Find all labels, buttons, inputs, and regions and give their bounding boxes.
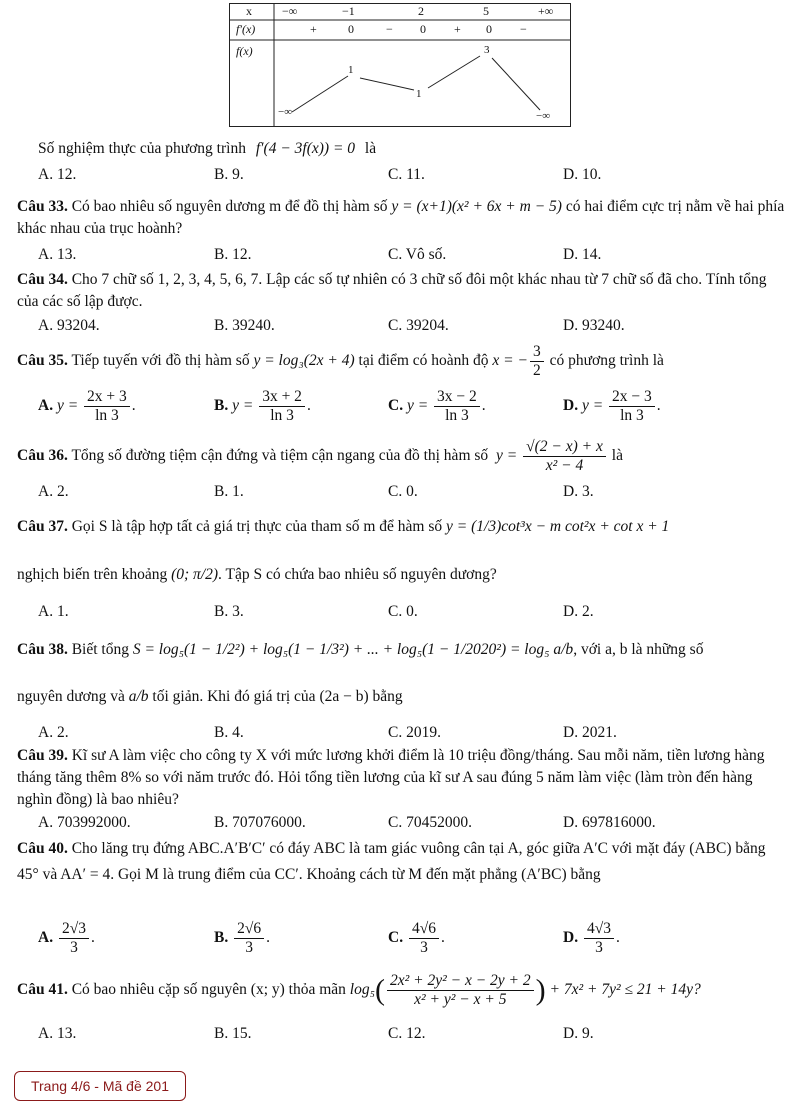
q33-text-2: có hai điểm cực trị nằm về hai phía khác nhau của trục hoành?: [17, 198, 785, 237]
vt-sign: 0: [348, 22, 354, 36]
vt-sign: 0: [486, 22, 492, 36]
q32-option-c[interactable]: C. 11.: [388, 166, 425, 183]
q35-option-num: 2x − 3: [609, 388, 655, 407]
q35-option-a[interactable]: A. y = $\frac{2x + 3}{\ln 3}$ .: [38, 388, 136, 424]
q32-option-a[interactable]: A. 12.: [38, 166, 77, 183]
q40-stem: [17, 836, 785, 888]
q38-option-d[interactable]: D. 2021.: [563, 724, 617, 741]
q35-option-fraction: [609, 388, 655, 425]
q35-option-num: 3x + 2: [259, 388, 305, 407]
q35-text-2: tại điểm có hoành độ: [358, 352, 489, 369]
q33-equation: y = (x+1)(x² + 6x + m − 5): [391, 198, 562, 215]
q39-option-d[interactable]: D. 697816000.: [563, 814, 656, 831]
q35-text: Tiếp tuyến với đồ thị hàm số: [71, 352, 250, 369]
q36-text: Tổng số đường tiệm cận đứng và tiệm cận ngang của đồ thị hàm số: [71, 447, 489, 464]
q33-stem: [17, 196, 785, 240]
q41-tail: + 7x² + 7y² ≤ 21 + 14y?: [549, 981, 701, 998]
vt-sign: +: [454, 22, 461, 36]
vt-sign: 0: [420, 22, 426, 36]
q35-option-c[interactable]: C. y = $\frac{3x - 2}{\ln 3}$ .: [388, 388, 486, 424]
q39-label: Câu 39.: [17, 747, 68, 764]
vt-x-label: x: [246, 4, 252, 18]
q37-stem: [17, 515, 785, 539]
q36-fraction: [523, 438, 606, 475]
q41-label: Câu 41.: [17, 981, 68, 998]
q36-num: √(2 − x) + x: [523, 438, 606, 457]
q37-function: y = (1/3)cot³x − m cot²x + cot x + 1: [446, 518, 670, 535]
vt-f-label: f(x): [236, 44, 253, 58]
q37-label: Câu 37.: [17, 518, 68, 535]
q41-paren-close: ): [535, 973, 546, 1007]
vt-f-value: −∞: [536, 110, 551, 122]
q41-den: x² + y² − x + 5: [414, 990, 507, 1008]
q40-option-fraction: [234, 920, 264, 957]
q38-fraction: a/b: [128, 688, 149, 705]
vt-f-value: 3: [484, 44, 490, 56]
q38-sum: S = log₅(1 − 1/2²) + log₅(1 − 1/3²) + ... + log₅(1 − 1/2020²) = log₅ a/b: [132, 641, 574, 658]
vt-f-value: 1: [416, 88, 422, 100]
q34-option-d[interactable]: D. 93240.: [563, 317, 625, 334]
q34-option-a[interactable]: A. 93204.: [38, 317, 100, 334]
q40-option-d[interactable]: D. $\frac{4√3}{3}$ .: [563, 920, 620, 956]
q35-option-num: 2x + 3: [84, 388, 130, 407]
q40-option-den: 3: [245, 939, 253, 956]
q38-text-2: , với a, b là những số: [573, 641, 704, 658]
q39-stem: [17, 745, 785, 811]
vt-sign: −: [386, 22, 393, 36]
q35-option-lhs: y =: [232, 397, 254, 415]
q35-point-fraction: [530, 343, 544, 380]
q40-option-num: 4√3: [584, 920, 614, 939]
q39-option-a[interactable]: A. 703992000.: [38, 814, 131, 831]
q36-lhs: y =: [496, 447, 518, 464]
q33-option-b[interactable]: B. 12.: [214, 246, 252, 263]
q39-option-b[interactable]: B. 707076000.: [214, 814, 306, 831]
q38-stem-2: [17, 686, 785, 708]
q40-option-fraction: [409, 920, 439, 957]
q39-option-c[interactable]: C. 70452000.: [388, 814, 472, 831]
q40-option-num: 2√6: [234, 920, 264, 939]
q40-option-num: 2√3: [59, 920, 89, 939]
q35-point: x = −: [492, 352, 528, 369]
vt-f-value: 1: [348, 64, 354, 76]
q35-option-den: ln 3: [620, 407, 644, 424]
q41-option-a[interactable]: A. 13.: [38, 1025, 77, 1042]
q41-option-b[interactable]: B. 15.: [214, 1025, 252, 1042]
q32-option-d[interactable]: D. 10.: [563, 166, 602, 183]
vt-x-m1: −1: [342, 4, 355, 18]
q35-option-letter: B.: [214, 397, 229, 415]
q37-text-3: . Tập S có chứa bao nhiêu số nguyên dương?: [218, 566, 497, 583]
q40-label: Câu 40.: [17, 840, 68, 857]
q37-option-a[interactable]: A. 1.: [38, 603, 69, 620]
q36-option-d[interactable]: D. 3.: [563, 483, 594, 500]
q40-option-a[interactable]: A. $\frac{2√3}{3}$ .: [38, 920, 95, 956]
q36-label: Câu 36.: [17, 447, 68, 464]
q35-option-fraction: [434, 388, 480, 425]
q33-option-c[interactable]: C. Vô số.: [388, 246, 447, 263]
q40-option-letter: B.: [214, 929, 229, 947]
q36-option-a[interactable]: A. 2.: [38, 483, 69, 500]
q35-option-den: ln 3: [270, 407, 294, 424]
q37-text-2: nghịch biến trên khoảng: [17, 566, 168, 583]
q35-point-den: 2: [532, 361, 541, 379]
q36-option-c[interactable]: C. 0.: [388, 483, 418, 500]
q40-option-letter: A.: [38, 929, 54, 947]
vt-sign: −: [520, 22, 527, 36]
q33-option-a[interactable]: A. 13.: [38, 246, 77, 263]
q38-option-b[interactable]: B. 4.: [214, 724, 244, 741]
q41-log: log₅: [349, 981, 375, 998]
q35-point-num: 3: [530, 343, 544, 362]
q35-option-letter: A.: [38, 397, 54, 415]
q35-option-b[interactable]: B. y = $\frac{3x + 2}{\ln 3}$ .: [214, 388, 311, 424]
q35-option-letter: D.: [563, 397, 579, 415]
q32-equation: f′(4 − 3f(x)) = 0: [255, 140, 356, 157]
variation-table: [229, 3, 571, 127]
q34-text: Cho 7 chữ số 1, 2, 3, 4, 5, 6, 7. Lập các số tự nhiên có 3 chữ số đôi một khác nhau từ 7 chữ số đã cho. Tính tổng của các số lập được.: [17, 271, 767, 310]
q41-paren-open: (: [374, 973, 385, 1007]
q40-option-letter: D.: [563, 929, 579, 947]
vt-sign: +: [310, 22, 317, 36]
q41-stem: [17, 968, 785, 1012]
vt-x-pos-inf: +∞: [538, 4, 554, 18]
q40-option-den: 3: [595, 939, 603, 956]
q37-option-b[interactable]: B. 3.: [214, 603, 244, 620]
vt-x-neg-inf: −∞: [282, 4, 298, 18]
q41-option-c[interactable]: C. 12.: [388, 1025, 426, 1042]
q40-option-fraction: [584, 920, 614, 957]
q38-text-3: nguyên dương và: [17, 688, 125, 705]
page-footer: Trang 4/6 - Mã đề 201: [14, 1071, 186, 1101]
q38-option-c[interactable]: C. 2019.: [388, 724, 441, 741]
q37-stem-2: [17, 564, 785, 586]
q33-option-d[interactable]: D. 14.: [563, 246, 602, 263]
q34-option-b[interactable]: B. 39240.: [214, 317, 275, 334]
q32-stem: [38, 138, 800, 160]
q40-option-fraction: [59, 920, 89, 957]
vt-fprime-label: f′(x): [236, 22, 256, 36]
q37-option-d[interactable]: D. 2.: [563, 603, 594, 620]
q38-label: Câu 38.: [17, 641, 68, 658]
q35-option-fraction: [84, 388, 130, 425]
q41-text: Có bao nhiêu cặp số nguyên (x; y) thỏa mãn: [71, 981, 346, 998]
q35-text-3: có phương trình là: [549, 352, 664, 369]
q35-option-lhs: y =: [406, 397, 429, 415]
q40-option-c[interactable]: C. $\frac{4√6}{3}$ .: [388, 920, 445, 956]
q35-function: y = log₃(2x + 4): [253, 352, 355, 369]
vt-f-value: −∞: [278, 106, 293, 118]
q41-option-d[interactable]: D. 9.: [563, 1025, 594, 1042]
q33-text: Có bao nhiêu số nguyên dương m để đồ thị hàm số: [71, 198, 388, 215]
q37-option-c[interactable]: C. 0.: [388, 603, 418, 620]
q35-option-lhs: y =: [56, 397, 79, 415]
q36-stem: [17, 436, 785, 476]
q35-option-letter: C.: [388, 397, 404, 415]
q33-label: Câu 33.: [17, 198, 68, 215]
q40-option-den: 3: [420, 939, 428, 956]
q39-text: Kĩ sư A làm việc cho công ty X với mức lương khởi điểm là 10 triệu đồng/tháng. Sau mỗi năm, tiền lương hàng tháng tăng thêm 8% so với năm trước đó. Hỏi tổng tiền lương của kĩ sư A sau đúng 5 năm làm việc (làm tròn đến hàng nghìn đồng) là bao nhiêu?: [17, 747, 765, 808]
q40-option-num: 4√6: [409, 920, 439, 939]
q41-num: 2x² + 2y² − x − 2y + 2: [387, 972, 534, 991]
vt-x-5: 5: [483, 4, 489, 18]
q38-text-4: tối giản. Khi đó giá trị của (2a − b) bằng: [152, 688, 403, 705]
q35-option-num: 3x − 2: [434, 388, 480, 407]
q37-text: Gọi S là tập hợp tất cả giá trị thực của tham số m để hàm số: [71, 518, 443, 535]
q36-tail: là: [611, 447, 623, 464]
q36-option-b[interactable]: B. 1.: [214, 483, 244, 500]
q34-stem: [17, 269, 785, 313]
q35-option-den: ln 3: [95, 407, 119, 424]
q40-text: Cho lăng trụ đứng ABC.A′B′C′ có đáy ABC là tam giác vuông cân tại A, góc giữa A′C với mặt đáy (ABC) bằng 45° và AA′ = 4. Gọi M là trung điểm của CC′. Khoảng cách từ M đến mặt phẳng (A′BC) bằng: [17, 840, 766, 883]
q40-option-letter: C.: [388, 929, 404, 947]
q40-option-b[interactable]: B. $\frac{2√6}{3}$ .: [214, 920, 270, 956]
vt-x-2: 2: [418, 4, 424, 18]
q34-label: Câu 34.: [17, 271, 68, 288]
q35-stem: [17, 342, 785, 380]
q32-text: Số nghiệm thực của phương trình: [38, 140, 246, 157]
q40-option-den: 3: [70, 939, 78, 956]
q35-option-den: ln 3: [445, 407, 469, 424]
q38-stem: [17, 638, 785, 662]
q37-interval: (0; π/2): [171, 566, 219, 583]
q38-text: Biết tổng: [71, 641, 129, 658]
q36-den: x² − 4: [545, 456, 584, 474]
q34-option-c[interactable]: C. 39204.: [388, 317, 449, 334]
q32-tail: là: [364, 140, 377, 157]
q35-label: Câu 35.: [17, 352, 68, 369]
q35-option-lhs: y =: [581, 397, 604, 415]
q41-fraction: [387, 972, 534, 1009]
q32-option-b[interactable]: B. 9.: [214, 166, 244, 183]
q35-option-d[interactable]: D. y = $\frac{2x - 3}{\ln 3}$ .: [563, 388, 661, 424]
q35-option-fraction: [259, 388, 305, 425]
q38-option-a[interactable]: A. 2.: [38, 724, 69, 741]
